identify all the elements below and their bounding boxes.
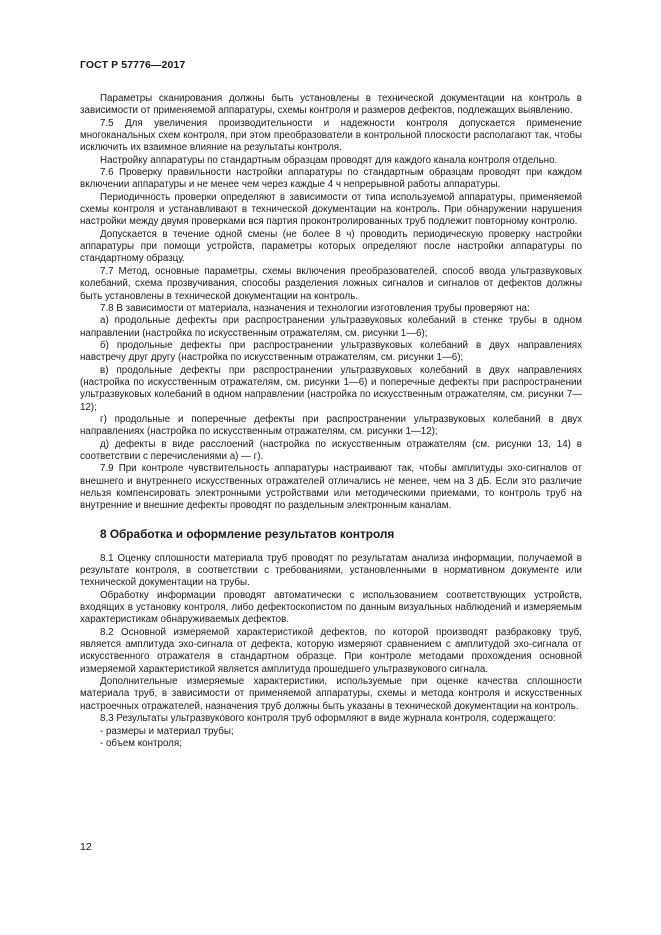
document-body [80,93,582,750]
paragraph: в) продольные дефекты при распространении ультразвуковых колебаний в двух направлениях (настройка по искусственным отражателям, см. рисунки 1—6) и поперечные дефекты при распространении ультразвуковых колебаний в одном направлении (настройка по искусственным отражателям, см. рисунки 7—12); [80,364,582,413]
paragraph: Обработку информации проводят автоматически с использованием соответствующих устройств, входящих в установку контроля, либо дефектоскопистом по данным визуальных наблюдений и измеряемым характеристикам обнаруживаемых дефектов. [80,589,582,626]
paragraph: г) продольные и поперечные дефекты при распространении ультразвуковых колебаний в двух направлениях (настройка по искусственным отражателям, см. рисунки 1—12); [80,413,582,438]
section-7-continuation [80,93,582,513]
paragraph: 8.1 Оценку сплошности материала труб проводят по результатам анализа информации, получаемой в результате контроля, в соответствии с требованиями, установленными в нормативном документе или технической документации на трубы. [80,552,582,589]
paragraph: а) продольные дефекты при распространении ультразвуковых колебаний в стенке трубы в одном направлении (настройка по искусственным отражателям, см. рисунки 1—6); [80,315,582,339]
paragraph: Периодичность проверки определяют в зависимости от типа используемой аппаратуры, применяемой схемы контроля и устанавливают в технической документации на контроль. При обнаружении нарушения настройки между двумя проверками вся партия проконтролированных труб подлежит повторному контролю. [80,191,582,228]
paragraph: Параметры сканирования должны быть установлены в технической документации на контроль в зависимости от применяемой аппаратуры, схемы контроля и размеров дефектов, подлежащих выявлению. [80,93,582,117]
page-number: 12 [80,841,92,853]
paragraph: 7.7 Метод, основные параметры, схемы включения преобразователей, способ ввода ультразвуковых колебаний, схема прозвучивания, способы разделения ложных сигналов и сигналов от дефектов должны быть установлены в технической документации на контроль. [80,265,582,302]
paragraph: 7.5 Для увеличения производительности и надежности контроля допускается применение многоканальных схем контроля, при этом преобразователи в контрольной плоскости располагают так, чтобы исключить их взаимное влияние на результаты контроля. [80,117,582,154]
paragraph: Допускается в течение одной смены (не более 8 ч) проводить периодическую проверку настройки аппаратуры при помощи устройств, параметры которых определяют после настройки аппаратуры по стандартному образцу. [80,228,582,265]
paragraph: 7.8 В зависимости от материала, назначения и технологии изготовления трубы проверяют на: [100,302,530,314]
paragraph: 8.3 Результаты ультразвукового контроля труб оформляют в виде журнала контроля, содержащего: [100,713,556,725]
paragraph: - объем контроля; [100,737,182,749]
document-code-header: ГОСТ Р 57776—2017 [80,59,186,71]
paragraph: д) дефекты в виде расслоений (настройка по искусственным отражателям (см. рисунки 13, 14) в соответствии с перечислениями а) — г). [80,438,582,462]
section-heading: 8 Обработка и оформление результатов контроля [100,526,395,541]
paragraph: 7.9 При контроле чувствительность аппаратуры настраивают так, чтобы амплитуды эхо-сигналов от внешнего и внутреннего искусственных отражателей отличались не менее, чем на 3 дБ. Если это различие нельзя компенсировать электронными устройствами или методическими приемами, то контроль труб на внутренние и внешние дефекты проводят по раздельным электронным каналам. [80,463,582,512]
paragraph: 7.6 Проверку правильности настройки аппаратуры по стандартным образцам проводят при каждом включении аппаратуры и не менее чем через каждые 4 ч непрерывной работы аппаратуры. [80,167,582,191]
paragraph: - размеры и материал трубы; [100,725,234,737]
paragraph: Настройку аппаратуры по стандартным образцам проводят для каждого канала контроля отдельно. [100,154,558,166]
section-8-body [80,553,582,751]
paragraph: 8.2 Основной измеряемой характеристикой дефектов, по которой производят разбраковку труб, является амплитуда эхо-сигнала от дефекта, которую измеряют сравнением с амплитудой эхо-сигнала от искусственного отражателя в стандартном образце. При контроле методами прохождения основной измеряемой характеристикой является амплитуда прошедшего ультразвукового сигнала. [80,626,582,675]
paragraph: Дополнительные измеряемые характеристики, используемые при оценке качества сплошности материала труб, в зависимости от применяемой аппаратуры, схемы и метода контроля и искусственных настроечных отражателей, назначения труб должны быть указаны в технической документации на контроль. [80,676,582,712]
paragraph: б) продольные дефекты при распространении ультразвуковых колебаний в двух направлениях навстречу друг другу (настройка по искусственным отражателям, см. рисунки 1—6); [80,339,582,364]
